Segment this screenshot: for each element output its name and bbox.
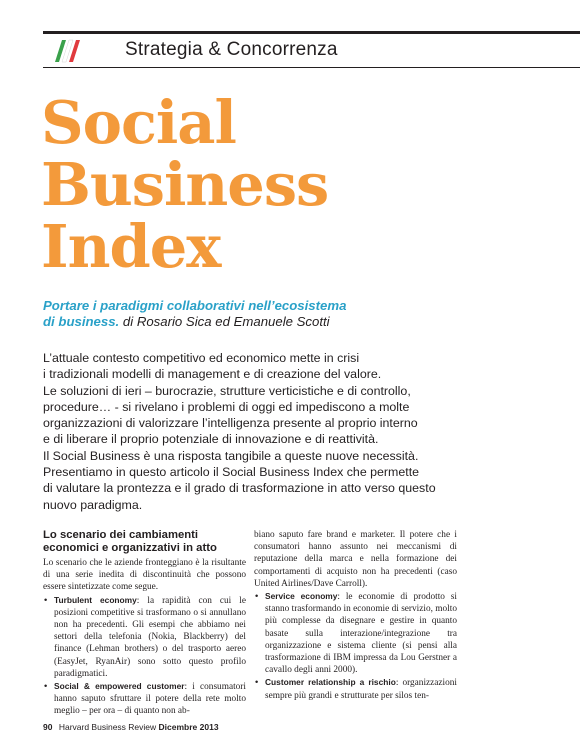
intro-line: e di liberare il proprio potenziale di innovazione e di reattività. (43, 432, 379, 447)
intro-line: organizzazioni di valorizzare l’intelligenza presente al proprio interno (43, 416, 418, 431)
intro-paragraph (43, 350, 463, 513)
title-line: Business (41, 150, 329, 219)
bullet-icon: • (255, 591, 259, 602)
intro-line: L’attuale contesto competitivo ed economico mette in crisi (43, 351, 360, 365)
bullet-text: : i consumatori hanno saputo sfruttare il potere della rete molto meglio – per ora – di quanto non ab- (54, 682, 246, 717)
list-item (43, 680, 246, 718)
intro-line: procedure… - si rivelano i problemi di oggi ed impediscono a molte (43, 399, 410, 414)
issue-date: Dicembre 2013 (158, 722, 219, 732)
bullet-icon: • (44, 594, 48, 605)
article-title (41, 88, 329, 281)
italian-flag-icon (49, 39, 83, 63)
bullet-icon: • (44, 681, 48, 692)
body-column-right (254, 529, 457, 702)
bullet-text: : le economie di prodotto si stanno trasformando in economie di servizio, molto più complesse da disegnare e gestire in quanto basate sulla interazione/integrazione tra organizzazione e sistema cliente (si pensi alla trasformazione di IBM impressa da Lou Gerstner a cavallo degli anni 2000). (265, 592, 457, 676)
article-authors: di Rosario Sica ed Emanuele Scotti (122, 314, 330, 329)
bullet-list (43, 594, 246, 718)
section-title: Strategia & Concorrenza (125, 39, 338, 60)
body-column-left (43, 529, 246, 718)
intro-line: Presentiamo in questo articolo il Social Business Index che permette (43, 465, 420, 480)
bullet-icon: • (255, 677, 259, 688)
intro-line: i tradizionali modelli di management e di creazione del valore. (43, 367, 382, 382)
subtitle-lead: di business. (43, 314, 120, 329)
header-top-rule (43, 31, 580, 34)
bullet-term: Turbulent economy (54, 594, 137, 605)
bullet-text: : organizzazioni sempre più grandi e strutturate per silos ten- (265, 678, 457, 701)
bullet-term: Customer relationship a rischio (265, 677, 396, 688)
header-bottom-rule (43, 67, 580, 68)
page-number: 90 (43, 722, 53, 732)
bullet-term: Social & empowered customer (54, 681, 185, 692)
section-heading: Lo scenario dei cambiamenti economici e organizzativi in atto (43, 529, 217, 554)
list-item (254, 676, 457, 701)
intro-line: Il Social Business è una risposta tangibile a queste nuove necessità. (43, 448, 419, 463)
bullet-text: : la rapidità con cui le posizioni competitive si trasformano o si annullano non ha precedenti. Gli esempi che abbiamo nei settori della telefonia (Nokia, Blackberry) del finance (Lehman brothers) o del trasporto aereo (EasyJet, RyanAir) sono sotto questo profilo paradigmatici. (54, 595, 246, 679)
section-header (43, 31, 580, 69)
intro-line: di valutare la prontezza e il grado di trasformazione in atto verso questo (43, 481, 436, 496)
bullet-list (254, 590, 457, 702)
intro-line: nuovo paradigma. (43, 497, 143, 512)
intro-line: Le soluzioni di ieri – burocrazie, strutture verticistiche e di controllo, (43, 383, 411, 398)
subtitle-lead: Portare i paradigmi collaborativi nell’ecosistema (43, 298, 347, 313)
title-line: Social (41, 88, 236, 157)
list-item (43, 594, 246, 680)
title-line: Index (41, 212, 221, 281)
body-paragraph: Lo scenario che le aziende fronteggiano è la risultante di una serie inedita di discontinuità che possono essere sintetizzate come segue. (43, 558, 246, 593)
magazine-name: Harvard Business Review (58, 722, 157, 732)
bullet-term: Service economy (265, 591, 338, 602)
page-footer (43, 722, 219, 732)
article-subtitle (43, 298, 543, 330)
list-item (254, 590, 457, 676)
body-paragraph: biano saputo fare brand e marketer. Il potere che i consumatori hanno assunto nei meccanismi di reputazione della marca e nella formazione dei comportamenti di acquisto non ha precedenti (caso United Airlines/Dave Carroll). (254, 530, 457, 589)
